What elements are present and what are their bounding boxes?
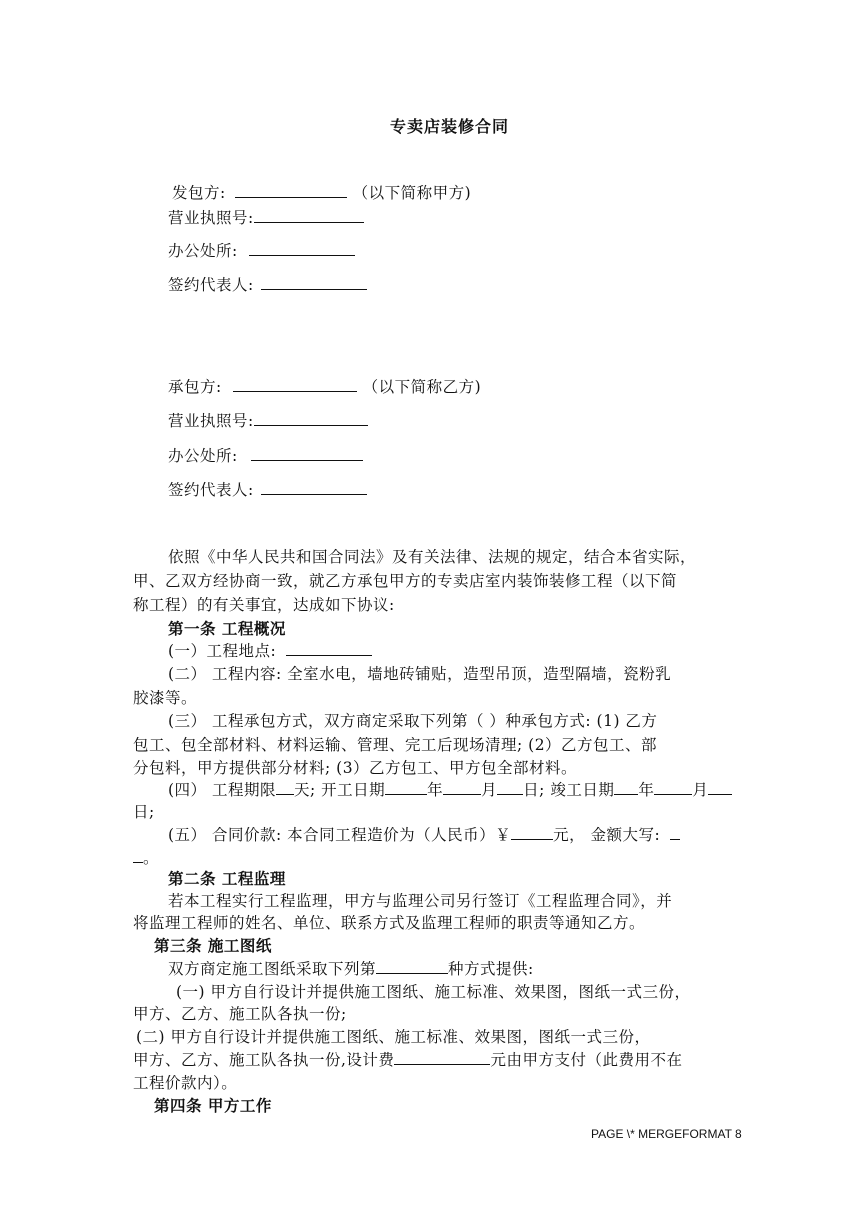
party-a-name-line: 发包方: （以下简称甲方)	[172, 184, 472, 202]
party-a-rep-blank	[261, 275, 367, 290]
article-3-item-1-line-2: 甲方、乙方、施工队各执一份;	[133, 1005, 347, 1023]
article-3-item-1-line-1: (一) 甲方自行设计并提供施工图纸、施工标准、效果图，图纸一式三份，	[176, 983, 691, 1001]
article-2-line-2: 将监理工程师的姓名、单位、联系方式及监理工程师的职责等通知乙方。	[133, 914, 646, 932]
party-a-license-blank	[254, 208, 364, 223]
article-1-content-line-2: 胶漆等。	[133, 689, 198, 707]
party-b-address-blank	[251, 446, 363, 461]
article-3-lead-line: 双方商定施工图纸采取下列第 种方式提供:	[168, 960, 534, 978]
article-3-item-2-line-3: 工程价款内）。	[133, 1074, 238, 1092]
article-1-price-line: (五） 合同价款: 本合同工程造价为（人民币）￥ 元， 金额大写:	[168, 825, 680, 845]
party-b-name-blank	[233, 377, 357, 392]
design-fee-blank	[394, 1050, 490, 1065]
intro-line-2: 甲、乙双方经协商一致，就乙方承包甲方的专卖店室内装饰装修工程（以下简	[133, 572, 678, 590]
page-footer-field: PAGE \* MERGEFORMAT 8	[591, 1127, 742, 1141]
article-3-item-2-line-2: 甲方、乙方、施工队各执一份,设计费 元由甲方支付（此费用不在	[133, 1051, 683, 1069]
party-b-rep-line: 签约代表人:	[168, 480, 367, 500]
party-b-address-line: 办公处所:	[168, 446, 363, 466]
document-title: 专卖店装修合同	[390, 117, 510, 136]
article-2-heading: 第二条 工程监理	[168, 869, 286, 888]
article-1-method-line-3: 分包料，甲方提供部分材料; (3）乙方包工、甲方包全部材料。	[133, 759, 578, 777]
location-blank	[286, 641, 372, 656]
party-a-rep-line: 签约代表人:	[168, 275, 367, 295]
party-a-name-blank	[235, 183, 347, 198]
article-4-heading: 第四条 甲方工作	[154, 1096, 272, 1115]
party-a-address-line: 办公处所:	[168, 241, 355, 261]
article-2-line-1: 若本工程实行工程监理，甲方与监理公司另行签订《工程监理合同》，并	[168, 892, 673, 910]
party-a-license-line: 营业执照号:	[168, 208, 364, 228]
party-b-license-line: 营业执照号:	[168, 411, 368, 431]
article-1-term-line: (四） 工程期限 天; 开工日期 年 月 日; 竣工日期 年 月	[168, 780, 732, 800]
party-b-license-blank	[254, 411, 368, 426]
article-1-heading: 第一条 工程概况	[168, 619, 286, 638]
article-1-content-line-1: (二） 工程内容: 全室水电，墙地砖铺贴，造型吊顶，造型隔墙，瓷粉乳	[168, 665, 672, 683]
article-3-heading: 第三条 施工图纸	[154, 936, 272, 955]
intro-line-3: 称工程）的有关事宜，达成如下协议:	[133, 596, 395, 614]
article-1-term-line-2: 日;	[133, 803, 155, 821]
article-1-method-line-2: 包工、包全部材料、材料运输、管理、完工后现场清理; (2）乙方包工、部	[133, 736, 658, 754]
party-b-name-line: 承包方: （以下简称乙方)	[168, 378, 482, 396]
article-3-item-2-line-1: (二) 甲方自行设计并提供施工图纸、施工标准、效果图，图纸一式三份，	[136, 1028, 651, 1046]
party-a-address-blank	[249, 241, 355, 256]
party-b-rep-blank	[261, 480, 367, 495]
article-1-location-line: (一）工程地点:	[168, 641, 372, 661]
intro-line-1: 依照《中华人民共和国合同法》及有关法律、法规的规定，结合本省实际，	[168, 548, 697, 566]
article-1-method-line-1: (三） 工程承包方式，双方商定采取下列第（ ）种承包方式: (1) 乙方	[168, 712, 658, 730]
article-1-price-line-2: 。	[133, 848, 159, 868]
